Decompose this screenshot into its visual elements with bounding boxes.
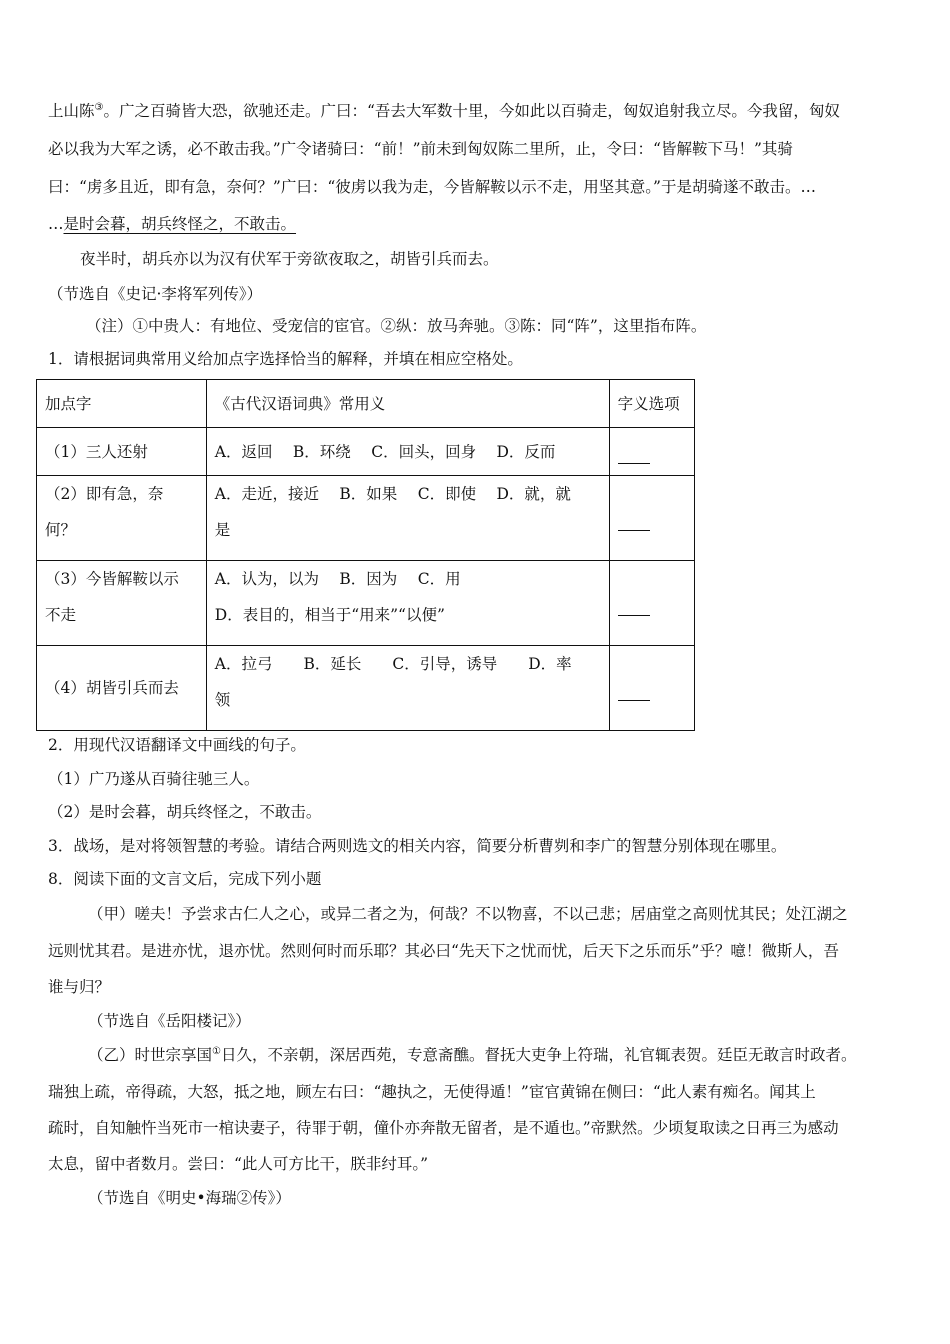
passage-a-line-3: 曰：“虏多且近，即有急，奈何？”广曰：“彼虏以我为走，今皆解鞍以示不走，用坚其意。”于是胡骑遂不敢击。… [48,178,816,196]
row3-meaning: A．认为，以为 B．因为 C．用 D．表目的，相当于“用来”“以便” [206,561,609,646]
gloss-table [36,379,695,731]
passage-a-line-1-rest: 。广之百骑皆大恐，欲驰还走。广曰：“吾去大军数十里，今如此以百骑走，匈奴追射我立尽。今我留，匈奴 [103,102,840,120]
passage-a-line-4 [48,214,296,234]
header-word: 加点字 [37,380,207,428]
passage-a-line-1 [48,101,840,121]
row3-answer-blank[interactable] [609,561,694,646]
footnote-marker: ③ [94,101,104,113]
q1-prompt: 1．请根据词典常用义给加点字选择恰当的解释，并填在相应空格处。 [48,350,523,368]
passage-a-line-5: 夜半时，胡兵亦以为汉有伏军于旁欲夜取之，胡皆引兵而去。 [80,250,499,268]
passage-a-notes: （注）①中贵人：有地位、受宠信的宦官。②纵：放马奔驰。③陈：同“阵”，这里指布阵。 [86,317,707,335]
passage-jia-line-1: （甲）嗟夫！予尝求古仁人之心，或异二者之为，何哉？不以物喜，不以己悲；居庙堂之高则忧其民；处江湖之 [88,905,848,923]
passage-jia-line-3: 谁与归？ [48,978,111,996]
header-option: 字义选项 [609,380,694,428]
passage-jia-line-2: 远则忧其君。是进亦忧，退亦忧。然则何时而乐耶？其必曰“先天下之忧而忧，后天下之乐而乐”乎？噫！微斯人，吾 [48,942,839,960]
q8-prompt: 8．阅读下面的文言文后，完成下列小题 [48,870,322,888]
table-row [37,476,695,561]
passage-yi-line-2: 瑞独上疏，帝得疏，大怒，抵之地，顾左右曰：“趣执之，无使得遁！”宦官黄锦在侧曰：“此人素有痴名。闻其上 [48,1083,816,1101]
row4-meaning: A．拉弓 B．延长 C．引导，诱导 D．率 领 [206,646,609,731]
row4-word: （4）胡皆引兵而去 [37,646,207,731]
passage-a-line-2: 必以我为大军之诱，必不敢击我。”广令诸骑曰：“前！”前未到匈奴陈二里所，止，令曰：“皆解鞍下马！”其骑 [48,140,793,158]
passage-yi-line-1-rest: 日久，不亲朝，深居西苑，专意斋醮。督抚大吏争上符瑞，礼官辄表贺。廷臣无敢言时政者。 [220,1046,857,1064]
q3-prompt: 3．战场，是对将领智慧的考验。请结合两则选文的相关内容，简要分析曹刿和李广的智慧分别体现在哪里。 [48,837,787,855]
passage-yi-line-1 [88,1045,857,1065]
table-row [37,646,695,731]
passage-yi-line-1-start: （乙）时世宗享国 [88,1046,213,1064]
ellipsis: … [48,215,64,233]
passage-yi-source: （节选自《明史•海瑞②传》） [88,1189,291,1207]
footnote-marker: ① [212,1045,221,1057]
q2-sentence-2: （2）是时会暮，胡兵终怪之，不敢击。 [48,803,322,821]
row4-answer-blank[interactable] [609,646,694,731]
underlined-sentence: 是时会暮，胡兵终怪之，不敢击。 [63,215,297,233]
q2-prompt: 2．用现代汉语翻译文中画线的句子。 [48,736,306,754]
row1-answer-blank[interactable] [609,428,694,476]
passage-a-source: （节选自《史记·李将军列传》） [48,285,263,303]
row1-word: （1）三人还射 [37,428,207,476]
header-meaning: 《古代汉语词典》常用义 [206,380,609,428]
row2-answer-blank[interactable] [609,476,694,561]
passage-jia-source: （节选自《岳阳楼记》） [88,1012,251,1030]
q2-sentence-1: （1）广乃遂从百骑往驰三人。 [48,770,260,788]
table-row [37,561,695,646]
row1-meaning: A．返回 B．环绕 C．回头，回身 D．反而 [206,428,609,476]
passage-a-line-1-start: 上山陈 [48,102,95,120]
table-header-row [37,380,695,428]
row2-word: （2）即有急，奈 何？ [37,476,207,561]
passage-yi-line-4: 太息，留中者数月。尝曰：“此人可方比干，朕非纣耳。” [48,1155,429,1173]
table-row [37,428,695,476]
row3-word: （3）今皆解鞍以示 不走 [37,561,207,646]
passage-yi-line-3: 疏时，自知触忤当死市一棺诀妻子，待罪于朝，僮仆亦奔散无留者，是不遁也。”帝默然。少顷复取读之日再三为感动 [48,1119,839,1137]
row2-meaning: A．走近，接近 B．如果 C．即使 D．就，就 是 [206,476,609,561]
